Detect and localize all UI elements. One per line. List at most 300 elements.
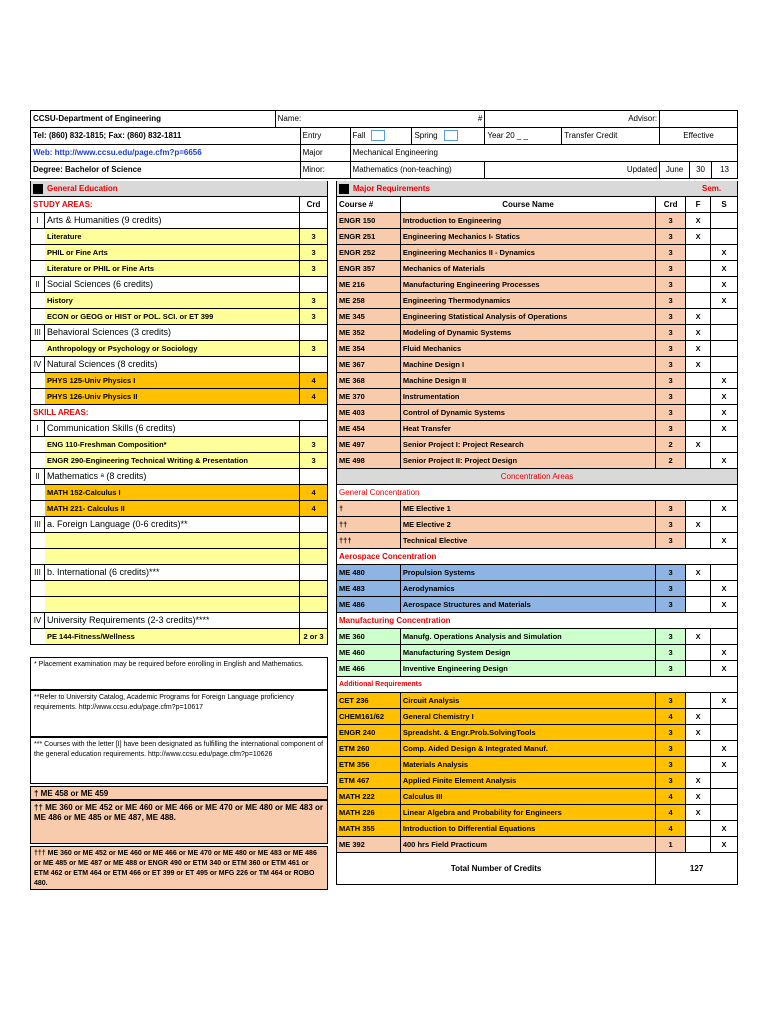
course-number: ENGR 150 — [337, 213, 401, 229]
note-double-dagger: †† ME 360 or ME 452 or ME 460 or ME 466 or ME 470 or ME 480 or ME 483 or ME 486 or ME 485 or ME 487, ME 488. — [30, 800, 328, 844]
course-number: ME 360 — [337, 629, 401, 645]
course-row — [336, 309, 738, 325]
requirement-credits — [300, 517, 328, 533]
note-placement: * Placement examination may be required before enrolling in English and Mathematics. — [30, 657, 328, 690]
requirement-label[interactable]: PHYS 125-Univ Physics I — [45, 373, 300, 389]
spring-mark — [711, 213, 738, 229]
course-credits: 3 — [656, 389, 686, 405]
course-number: ME 392 — [337, 837, 401, 853]
block-marker-icon — [339, 184, 349, 194]
fall-mark: X — [686, 325, 711, 341]
col-course-num: Course # — [337, 197, 401, 213]
requirement-label: a. Foreign Language (0-6 credits)** — [45, 517, 300, 533]
requirement-label[interactable]: PHYS 126-Univ Physics II — [45, 389, 300, 405]
area-number: IV — [31, 613, 45, 629]
course-credits: 3 — [656, 213, 686, 229]
course-credits: 3 — [656, 261, 686, 277]
fall-mark: X — [686, 341, 711, 357]
course-number: ME 368 — [337, 373, 401, 389]
area-number: III — [31, 517, 45, 533]
course-number: ME 497 — [337, 437, 401, 453]
spring-label: Spring — [414, 131, 438, 140]
area-number — [31, 581, 45, 597]
mfg-conc-rows — [336, 629, 738, 677]
year-field[interactable]: Year 20 _ _ — [485, 128, 562, 145]
course-name[interactable]: Engineering Statistical Analysis of Operations — [401, 309, 656, 325]
requirement-label[interactable]: ENGR 290-Engineering Technical Writing & Presentation — [45, 453, 300, 469]
mfg-conc-label: Manufacturing Concentration — [337, 613, 738, 629]
course-credits: 3 — [656, 757, 686, 773]
requirement-credits — [300, 357, 328, 373]
fall-mark — [686, 757, 711, 773]
requirement-credits — [300, 597, 328, 613]
requirement-row — [30, 389, 328, 405]
degree: Degree: Bachelor of Science — [31, 162, 301, 179]
fall-mark — [686, 261, 711, 277]
course-row — [336, 565, 738, 581]
course-name[interactable]: Senior Project II: Project Design — [401, 453, 656, 469]
requirement-credits: 4 — [300, 389, 328, 405]
spring-mark — [711, 629, 738, 645]
course-number: ME 258 — [337, 293, 401, 309]
fall-mark: X — [686, 709, 711, 725]
course-name[interactable]: Applied Finite Element Analysis — [401, 773, 656, 789]
fall-mark — [686, 693, 711, 709]
requirement-credits — [300, 325, 328, 341]
fall-label: Fall — [352, 131, 366, 140]
course-name[interactable]: Mechanics of Materials — [401, 261, 656, 277]
note-triple-dagger: ††† ME 360 or ME 452 or ME 460 or ME 466 or ME 470 or ME 480 or ME 483 or ME 486 or ME 485 or ME 487 or ME 488 or ENGR 490 or ETM 340 or ETM 360 or ETM 461 or ETM 462 or ETM 464 or ETM 466 or ET 399 or ET 495 or MFG 226 or TM 464 or ROBO 480. — [30, 846, 328, 890]
spring-mark: X — [711, 693, 738, 709]
area-number — [31, 549, 45, 565]
course-name[interactable]: Senior Project I: Project Research — [401, 437, 656, 453]
course-row — [336, 645, 738, 661]
requirement-label[interactable]: MATH 152-Calculus I — [45, 485, 300, 501]
course-number: ENGR 251 — [337, 229, 401, 245]
add-req-rows — [336, 693, 738, 853]
course-number: ME 370 — [337, 389, 401, 405]
course-number: ME 367 — [337, 357, 401, 373]
course-credits: 3 — [656, 421, 686, 437]
course-row — [336, 261, 738, 277]
requirement-row — [30, 485, 328, 501]
spring-mark — [711, 565, 738, 581]
spring-checkbox[interactable] — [444, 130, 458, 141]
course-credits: 3 — [656, 533, 686, 549]
requirement-label[interactable]: MATH 221- Calculus II — [45, 501, 300, 517]
requirement-credits: 3 — [300, 437, 328, 453]
course-row — [336, 661, 738, 677]
requirement-label[interactable]: ENG 110-Freshman Composition* — [45, 437, 300, 453]
requirement-credits: 3 — [300, 309, 328, 325]
spring-mark — [711, 357, 738, 373]
fall-mark — [686, 837, 711, 853]
course-name[interactable]: Machine Design I — [401, 357, 656, 373]
requirement-label[interactable]: Literature or PHIL or Fine Arts — [45, 261, 300, 277]
course-row — [336, 293, 738, 309]
requirement-label[interactable]: PHIL or Fine Arts — [45, 245, 300, 261]
spring-mark: X — [711, 245, 738, 261]
requirement-label: Arts & Humanities (9 credits) — [45, 213, 300, 229]
fall-checkbox[interactable] — [371, 130, 385, 141]
requirement-credits — [300, 565, 328, 581]
fall-mark: X — [686, 805, 711, 821]
gen-ed-label: General Education — [47, 184, 118, 193]
area-number — [31, 245, 45, 261]
course-name[interactable]: Materials Analysis — [401, 757, 656, 773]
course-name[interactable]: Aerospace Structures and Materials — [401, 597, 656, 613]
course-credits: 3 — [656, 309, 686, 325]
course-name[interactable]: Introduction to Differential Equations — [401, 821, 656, 837]
course-name[interactable]: Linear Algebra and Probability for Engineers — [401, 805, 656, 821]
requirement-row — [30, 549, 328, 565]
course-number: ME 486 — [337, 597, 401, 613]
fall-mark: X — [686, 309, 711, 325]
col-crd: Crd — [656, 197, 686, 213]
course-name[interactable]: Propulsion Systems — [401, 565, 656, 581]
area-number — [31, 309, 45, 325]
program-sheet — [30, 110, 738, 887]
tel-fax: Tel: (860) 832-1815; Fax: (860) 832-1811 — [31, 128, 301, 145]
fall-mark: X — [686, 229, 711, 245]
sem-label: Sem. — [686, 181, 738, 197]
requirement-row — [30, 261, 328, 277]
crd-header: Crd — [300, 197, 328, 213]
course-number: ME 354 — [337, 341, 401, 357]
course-row — [336, 245, 738, 261]
requirement-row — [30, 325, 328, 341]
requirement-row — [30, 581, 328, 597]
spring-mark — [711, 309, 738, 325]
area-number — [31, 389, 45, 405]
fall-mark — [686, 277, 711, 293]
fall-mark: X — [686, 517, 711, 533]
area-number — [31, 341, 45, 357]
requirement-label[interactable] — [45, 581, 300, 597]
requirement-row — [30, 341, 328, 357]
course-credits: 2 — [656, 437, 686, 453]
fall-mark — [686, 501, 711, 517]
major-requirements-table — [336, 181, 738, 485]
course-name[interactable]: Manufg. Operations Analysis and Simulation — [401, 629, 656, 645]
requirement-label: Social Sciences (6 credits) — [45, 277, 300, 293]
area-number — [31, 437, 45, 453]
course-number: ME 460 — [337, 645, 401, 661]
course-name[interactable]: Manufacturing Engineering Processes — [401, 277, 656, 293]
course-row — [336, 325, 738, 341]
requirement-label[interactable] — [45, 597, 300, 613]
course-number: ENGR 252 — [337, 245, 401, 261]
course-credits: 4 — [656, 789, 686, 805]
course-name[interactable]: Instrumentation — [401, 389, 656, 405]
course-name[interactable]: Aerodynamics — [401, 581, 656, 597]
requirement-credits: 3 — [300, 341, 328, 357]
advisor-label: Advisor: — [485, 111, 660, 128]
fall-option[interactable] — [351, 128, 413, 145]
course-credits: 3 — [656, 693, 686, 709]
spring-mark: X — [711, 453, 738, 469]
aero-conc-label: Aerospace Concentration — [337, 549, 738, 565]
course-number: ETM 260 — [337, 741, 401, 757]
course-credits: 3 — [656, 773, 686, 789]
concentrations-table — [336, 485, 738, 885]
course-row — [336, 709, 738, 725]
fall-mark — [686, 741, 711, 757]
course-credits: 3 — [656, 357, 686, 373]
requirement-credits — [300, 581, 328, 597]
gen-conc-label: General Concentration — [337, 485, 738, 501]
course-name[interactable]: Introduction to Engineering — [401, 213, 656, 229]
requirement-label[interactable]: Anthropology or Psychology or Sociology — [45, 341, 300, 357]
course-credits: 4 — [656, 709, 686, 725]
fall-mark — [686, 389, 711, 405]
course-credits: 1 — [656, 837, 686, 853]
area-number: I — [31, 421, 45, 437]
course-name[interactable]: Machine Design II — [401, 373, 656, 389]
requirement-label[interactable]: History — [45, 293, 300, 309]
fall-mark — [686, 581, 711, 597]
course-row — [336, 805, 738, 821]
course-name[interactable]: Engineering Thermodynamics — [401, 293, 656, 309]
course-name[interactable]: Engineering Mechanics II - Dynamics — [401, 245, 656, 261]
course-credits: 3 — [656, 245, 686, 261]
requirement-credits — [300, 469, 328, 485]
requirement-label: Natural Sciences (8 credits) — [45, 357, 300, 373]
requirement-label[interactable]: ECON or GEOG or HIST or POL. SCI. or ET 399 — [45, 309, 300, 325]
course-row — [336, 277, 738, 293]
course-name[interactable]: General Chemistry I — [401, 709, 656, 725]
skill-areas-rows — [30, 421, 328, 645]
dept-title: CCSU-Department of Engineering — [31, 111, 276, 128]
area-number — [31, 629, 45, 645]
course-name[interactable]: Comp. Aided Design & Integrated Manuf. — [401, 741, 656, 757]
conc-areas-label: Concentration Areas — [337, 469, 738, 485]
note-international: *** Courses with the letter [I] have been designated as fulfilling the international component of the general education requirements. http://www.ccsu.edu/page.cfm?p=10626 — [30, 737, 328, 784]
spring-mark — [711, 725, 738, 741]
area-number — [31, 453, 45, 469]
name-field[interactable] — [276, 111, 486, 128]
course-name[interactable]: Fluid Mechanics — [401, 341, 656, 357]
spring-mark: X — [711, 501, 738, 517]
spring-mark: X — [711, 533, 738, 549]
course-row — [336, 389, 738, 405]
course-name[interactable]: Control of Dynamic Systems — [401, 405, 656, 421]
course-name[interactable]: Technical Elective — [401, 533, 656, 549]
requirement-label: Communication Skills (6 credits) — [45, 421, 300, 437]
fall-mark: X — [686, 789, 711, 805]
spring-mark: X — [711, 421, 738, 437]
requirement-credits: 4 — [300, 485, 328, 501]
spring-mark: X — [711, 261, 738, 277]
fall-mark: X — [686, 629, 711, 645]
requirement-row — [30, 613, 328, 629]
spring-mark — [711, 805, 738, 821]
requirement-row — [30, 517, 328, 533]
course-credits: 3 — [656, 725, 686, 741]
course-row — [336, 629, 738, 645]
fall-mark — [686, 533, 711, 549]
course-number: ME 345 — [337, 309, 401, 325]
skill-areas-label: SKILL AREAS: — [31, 405, 328, 421]
course-number: CET 236 — [337, 693, 401, 709]
fall-mark: X — [686, 437, 711, 453]
spring-mark: X — [711, 645, 738, 661]
spring-mark: X — [711, 581, 738, 597]
entry-label: Entry — [301, 128, 351, 145]
course-number: ENGR 357 — [337, 261, 401, 277]
spring-mark — [711, 437, 738, 453]
requirement-row — [30, 373, 328, 389]
requirement-credits: 3 — [300, 453, 328, 469]
course-name[interactable]: Heat Transfer — [401, 421, 656, 437]
spring-option[interactable] — [412, 128, 485, 145]
course-row — [336, 373, 738, 389]
course-row — [336, 757, 738, 773]
course-row — [336, 597, 738, 613]
course-number: ME 403 — [337, 405, 401, 421]
name-label: Name: — [277, 114, 302, 123]
course-name[interactable]: Circuit Analysis — [401, 693, 656, 709]
spring-mark — [711, 229, 738, 245]
course-credits: 3 — [656, 325, 686, 341]
fall-mark — [686, 661, 711, 677]
course-credits: 3 — [656, 229, 686, 245]
course-name[interactable]: ME Elective 2 — [401, 517, 656, 533]
area-number — [31, 261, 45, 277]
advisor-field[interactable] — [660, 111, 738, 128]
course-row — [336, 229, 738, 245]
course-number: CHEM161/62 — [337, 709, 401, 725]
requirement-row — [30, 565, 328, 581]
course-name[interactable]: Inventive Engineering Design — [401, 661, 656, 677]
course-row — [336, 837, 738, 853]
web-link[interactable]: Web: http://www.ccsu.edu/page.cfm?p=6656 — [31, 145, 301, 162]
area-number — [31, 533, 45, 549]
area-number: I — [31, 213, 45, 229]
major-value: Mechanical Engineering — [351, 145, 738, 162]
course-number: †† — [337, 517, 401, 533]
requirement-credits: 3 — [300, 245, 328, 261]
spring-mark: X — [711, 405, 738, 421]
course-name[interactable]: 400 hrs Field Practicum — [401, 837, 656, 853]
area-number — [31, 373, 45, 389]
spring-mark: X — [711, 661, 738, 677]
requirement-credits: 3 — [300, 261, 328, 277]
spring-mark: X — [711, 821, 738, 837]
fall-mark: X — [686, 565, 711, 581]
spring-mark — [711, 709, 738, 725]
requirement-row — [30, 421, 328, 437]
course-row — [336, 821, 738, 837]
major-label: Major — [301, 145, 351, 162]
requirement-credits — [300, 421, 328, 437]
course-row — [336, 693, 738, 709]
course-credits: 3 — [656, 565, 686, 581]
area-number — [31, 485, 45, 501]
updated-year: 13 — [712, 162, 738, 179]
add-req-label: Additional Requirements — [337, 677, 738, 693]
course-number: ME 483 — [337, 581, 401, 597]
course-credits: 3 — [656, 597, 686, 613]
aero-conc-rows — [336, 565, 738, 613]
course-number: ME 352 — [337, 325, 401, 341]
requirement-label[interactable] — [45, 533, 300, 549]
header-block — [30, 110, 738, 179]
course-number: ETM 356 — [337, 757, 401, 773]
course-credits: 3 — [656, 405, 686, 421]
requirement-row — [30, 629, 328, 645]
course-credits: 3 — [656, 277, 686, 293]
area-number: IV — [31, 357, 45, 373]
requirement-row — [30, 437, 328, 453]
requirement-credits — [300, 277, 328, 293]
course-credits: 3 — [656, 373, 686, 389]
requirement-label[interactable]: Literature — [45, 229, 300, 245]
course-name[interactable]: Manufacturing System Design — [401, 645, 656, 661]
course-number: ME 466 — [337, 661, 401, 677]
block-marker-icon — [33, 184, 43, 194]
total-credits-value: 127 — [656, 853, 738, 885]
spring-mark — [711, 789, 738, 805]
requirement-row — [30, 533, 328, 549]
course-name[interactable]: Modeling of Dynamic Systems — [401, 325, 656, 341]
requirement-label: b. International (6 credits)*** — [45, 565, 300, 581]
course-row — [336, 725, 738, 741]
requirement-credits — [300, 213, 328, 229]
transfer-credit-label: Transfer Credit — [562, 128, 660, 145]
requirement-row — [30, 453, 328, 469]
course-name[interactable]: Calculus III — [401, 789, 656, 805]
course-credits: 3 — [656, 293, 686, 309]
requirement-row — [30, 501, 328, 517]
area-number: III — [31, 325, 45, 341]
requirement-label[interactable]: PE 144-Fitness/Wellness — [45, 629, 300, 645]
requirement-row — [30, 213, 328, 229]
major-req-label: Major Requirements — [353, 184, 430, 193]
course-credits: 3 — [656, 501, 686, 517]
course-name[interactable]: ME Elective 1 — [401, 501, 656, 517]
course-row — [336, 341, 738, 357]
fall-mark — [686, 245, 711, 261]
updated-month: June — [660, 162, 690, 179]
course-row — [336, 773, 738, 789]
requirement-credits: 2 or 3 — [300, 629, 328, 645]
fall-mark — [686, 293, 711, 309]
area-number: II — [31, 277, 45, 293]
course-number: ME 216 — [337, 277, 401, 293]
fall-mark: X — [686, 773, 711, 789]
requirement-row — [30, 469, 328, 485]
study-areas-rows — [30, 213, 328, 405]
fall-mark — [686, 373, 711, 389]
fall-mark — [686, 645, 711, 661]
requirement-credits: 3 — [300, 293, 328, 309]
course-credits: 3 — [656, 581, 686, 597]
course-number: MATH 226 — [337, 805, 401, 821]
requirement-label: Mathematics ᵃ (8 credits) — [45, 469, 300, 485]
requirement-label[interactable] — [45, 549, 300, 565]
spring-mark — [711, 517, 738, 533]
fall-mark — [686, 453, 711, 469]
course-name[interactable]: Engineering Mechanics I- Statics — [401, 229, 656, 245]
course-credits: 4 — [656, 821, 686, 837]
course-name[interactable]: Spreadsht. & Engr.Prob.SolvingTools — [401, 725, 656, 741]
requirement-credits — [300, 533, 328, 549]
major-rows — [336, 213, 738, 469]
general-education-table — [30, 181, 328, 645]
requirement-row — [30, 277, 328, 293]
spring-mark: X — [711, 389, 738, 405]
